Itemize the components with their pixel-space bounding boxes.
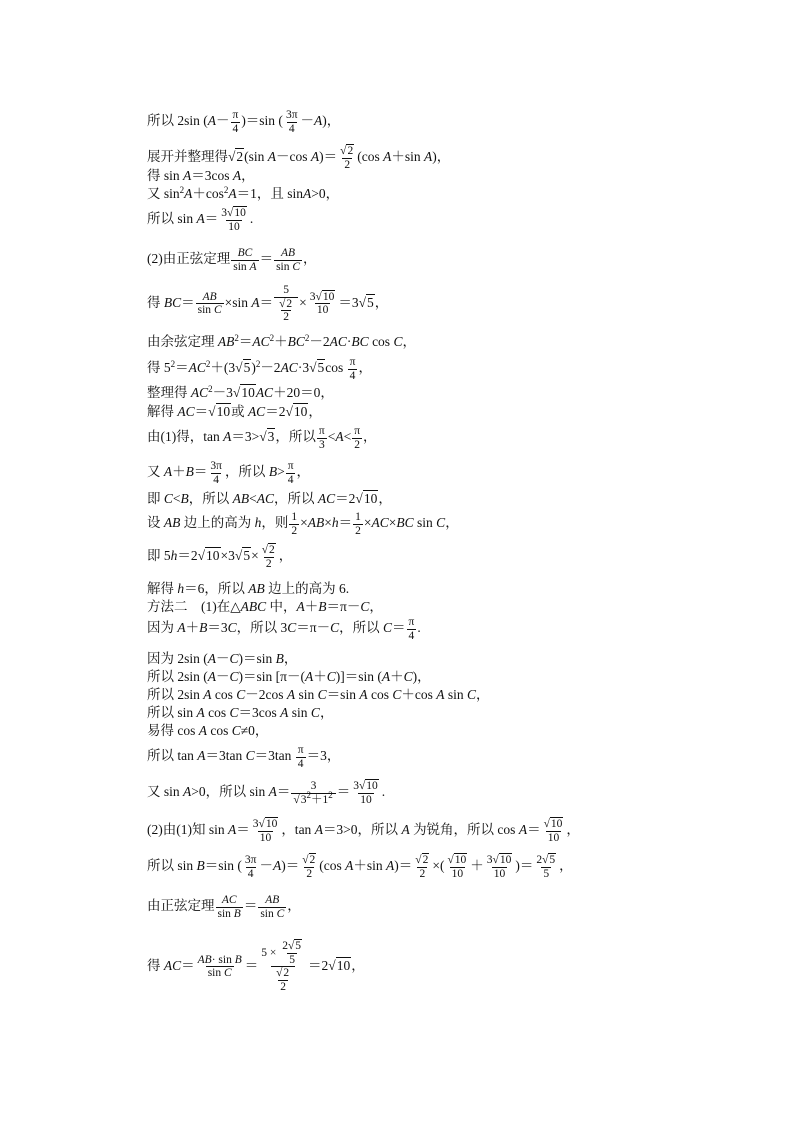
text-line: 所以 2sin (A－C)＝sin [π－(A＋C)]＝sin (A＋C)， <box>147 669 431 684</box>
text-line: 解得 AC＝√10或 AC＝2√10， <box>147 404 322 419</box>
text-line: 又 sin A>0，所以 sin A＝ $\frac{3}{√3^2+1^2}$ ＝ $\frac{3√10}{10}$ . <box>147 780 386 806</box>
text-line: 即 C<B，所以 AB<AC，所以 AC＝2√10， <box>147 491 392 506</box>
text-line: 易得 cos A cos C≠0， <box>147 723 269 738</box>
text-line: 所以 sin B＝sin ( $\frac{3\pi}{4}$ －A)＝ $\frac{√2}{2}$ (cos A＋sin A)＝ $\frac{√2}{2}$ ×( $\frac{√10}{10}$ ＋ $\frac{3√10}{10}$ )＝ $\frac{2√5}{5}$ ， <box>147 854 573 880</box>
text-line: 所以 tan A＝3tan C＝3tan $\frac{\pi}{4}$ ＝3， <box>147 744 341 770</box>
text-line: 方法二 (1)在△ABC 中，A＋B＝π－C， <box>147 599 383 614</box>
text-line: 因为 2sin (A－C)＝sin B， <box>147 651 298 666</box>
text-line: 由余弦定理 $AB^2=AC^2+BC^2-2AC\cdot BC$ cos C， <box>147 333 416 349</box>
text-line: 又 A＋B＝ $\frac{3\pi}{4}$ ，所以 B> $\frac{\pi}{4}$ ， <box>147 460 310 486</box>
text-line: 整理得 $AC^2-3√10AC+20=0$， <box>147 384 334 400</box>
text-line: 展开并整理得√2(sin A－cos A)＝ $\frac{√2}{2}$ (cos A＋sin A)， <box>147 145 451 171</box>
text-line: 即 5h＝2√10×3√5× $\frac{√2}{2}$ ， <box>147 544 293 570</box>
text-line: (2)由(1)知 sin A＝ $\frac{3√10}{10}$ ，tan A＝3>0，所以 A 为锐角，所以 cos A＝ $\frac{√10}{10}$ ， <box>147 818 580 844</box>
text-line: 得 AC＝ $\frac{\text{AB· sin B}}{\text{sin C}}$ ＝ 5 × $\frac{2√5}{5}$ $\frac{√2}{2}$ ＝2√10， <box>147 940 365 993</box>
text-line: 得 $5^2=AC^2+(3√5)^2-2AC\cdot 3√5\cos$ $\frac{\pi}{4}$ ， <box>147 356 372 382</box>
text-line: 由正弦定理 $\frac{AC}{\text{sin B}}$ ＝ $\frac{AB}{\text{sin C}}$ ， <box>147 894 301 920</box>
text-line: 又 $\sin^2A+\cos^2A=1$，且 sinA>0， <box>147 185 340 201</box>
text-line: 由(1)得，tan A＝3>√3，所以 $\frac{\pi}{3}$ <A< $\frac{\pi}{2}$ ， <box>147 425 377 451</box>
text-line: 得 sin A＝3cos A， <box>147 168 255 183</box>
text-line: 所以 sin A cos C＝3cos A sin C， <box>147 705 334 720</box>
text-line: 设 AB 边上的高为 h，则 $\frac{1}{2}$ ×AB×h＝ $\frac{1}{2}$ ×AC×BC sin C， <box>147 511 459 537</box>
text-line: 所以 2sin (A－ $\frac{\pi}{4}$ )＝sin ( $\frac{3\pi}{4}$ －A)， <box>147 109 341 135</box>
text-line: (2)由正弦定理 $\frac{BC}{\text{sin A}}$ ＝ $\frac{AB}{\text{sin C}}$ ， <box>147 247 317 273</box>
text-line: 得 BC＝ $\frac{AB}{\text{sin C}}$ ×sin A＝ $\frac{5}{\frac{√2}{2}}$ × $\frac{3√10}{10}$ ＝3√5， <box>147 284 389 324</box>
text-line: 因为 A＋B＝3C，所以 3C＝π－C，所以 C＝ $\frac{\pi}{4}$ . <box>147 616 421 642</box>
text-line: 所以 2sin A cos C－2cos A sin C＝sin A cos C＋cos A sin C， <box>147 687 490 702</box>
text-line: 所以 sin A＝ $\frac{3√10}{10}$ . <box>147 207 254 233</box>
text-line: 解得 h＝6，所以 AB 边上的高为 6. <box>147 581 350 596</box>
